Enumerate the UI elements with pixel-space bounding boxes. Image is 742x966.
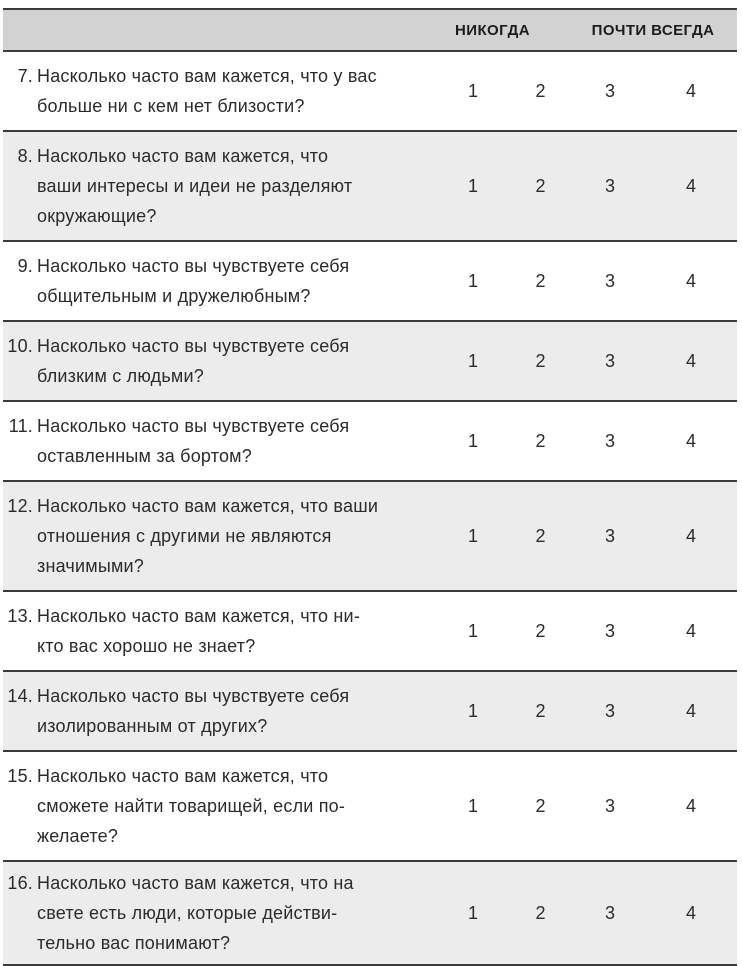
- question-number: 14.: [7, 686, 33, 706]
- rating-option-1[interactable]: 1: [467, 796, 478, 816]
- rating-option-3[interactable]: 3: [604, 621, 615, 641]
- rating-option-3[interactable]: 3: [604, 526, 615, 546]
- rating-option-3[interactable]: 3: [604, 796, 615, 816]
- rating-option-2[interactable]: 2: [535, 621, 546, 641]
- question-text-line: Насколько часто вы чувствуете себя: [37, 686, 350, 706]
- question-row: [3, 132, 737, 242]
- question-text: [37, 411, 432, 471]
- question-text: [37, 601, 432, 661]
- question-number: 9.: [17, 256, 33, 276]
- question-number: 12.: [7, 496, 33, 516]
- question-number: 10.: [7, 336, 33, 356]
- question-text: [37, 491, 432, 581]
- question-number: 7.: [17, 66, 33, 86]
- rating-option-3[interactable]: 3: [604, 903, 615, 923]
- rating-option-2[interactable]: 2: [535, 351, 546, 371]
- question-text-cell: [3, 862, 440, 964]
- question-text-cell: [3, 482, 440, 590]
- question-number: 8.: [17, 146, 33, 166]
- question-text-line: Насколько часто вам кажется, что на: [37, 873, 354, 893]
- column-header-never: [440, 22, 575, 39]
- question-text-line: общительным и дружелюбным?: [37, 286, 311, 306]
- question-text-cell: [3, 322, 440, 400]
- question-text-line: свете есть люди, которые действи-: [37, 903, 338, 923]
- rating-option-1[interactable]: 1: [467, 701, 478, 721]
- rating-option-2[interactable]: 2: [535, 81, 546, 101]
- question-text-line: отношения с другими не являются: [37, 526, 332, 546]
- question-text-cell: [3, 52, 440, 130]
- rating-option-4[interactable]: 4: [685, 903, 696, 923]
- rating-option-2[interactable]: 2: [535, 903, 546, 923]
- rating-option-2[interactable]: 2: [535, 176, 546, 196]
- question-row: [3, 592, 737, 672]
- question-text-line: Насколько часто вам кажется, что у вас: [37, 66, 377, 86]
- rating-option-2[interactable]: 2: [535, 431, 546, 451]
- question-text: [37, 681, 432, 741]
- rating-option-1[interactable]: 1: [467, 526, 478, 546]
- rating-option-3[interactable]: 3: [604, 81, 615, 101]
- rating-option-4[interactable]: 4: [685, 796, 696, 816]
- question-text-line: Насколько часто вам кажется, что ни-: [37, 606, 361, 626]
- rating-option-2[interactable]: 2: [535, 701, 546, 721]
- rating-option-4[interactable]: 4: [685, 351, 696, 371]
- question-text-line: Насколько часто вам кажется, что ваши: [37, 496, 379, 516]
- question-text-cell: [3, 672, 440, 750]
- question-text-line: ваши интересы и идеи не разделяют: [37, 176, 353, 196]
- question-row: [3, 52, 737, 132]
- question-text: [37, 141, 432, 231]
- question-text-cell: [3, 132, 440, 240]
- rating-option-2[interactable]: 2: [535, 796, 546, 816]
- question-text: [37, 868, 432, 958]
- question-text-line: сможете найти товарищей, если по-: [37, 796, 346, 816]
- rating-option-1[interactable]: 1: [467, 351, 478, 371]
- question-text-line: значимыми?: [37, 556, 144, 576]
- question-text-line: Насколько часто вы чувствуете себя: [37, 416, 350, 436]
- question-row: [3, 752, 737, 862]
- rating-option-4[interactable]: 4: [685, 271, 696, 291]
- rating-option-1[interactable]: 1: [467, 271, 478, 291]
- questionnaire-table: [3, 8, 737, 966]
- rating-option-3[interactable]: 3: [604, 351, 615, 371]
- question-number: 11.: [8, 416, 33, 436]
- question-text-line: близким с людьми?: [37, 366, 204, 386]
- question-text: [37, 251, 432, 311]
- question-text-line: Насколько часто вам кажется, что: [37, 146, 329, 166]
- question-text-line: тельно вас понимают?: [37, 933, 231, 953]
- rating-option-3[interactable]: 3: [604, 701, 615, 721]
- question-text-cell: [3, 592, 440, 670]
- rating-option-4[interactable]: 4: [685, 431, 696, 451]
- question-row: [3, 482, 737, 592]
- question-row: [3, 672, 737, 752]
- question-text-line: кто вас хорошо не знает?: [37, 636, 256, 656]
- rating-option-4[interactable]: 4: [685, 176, 696, 196]
- question-text-line: больше ни с кем нет близости?: [37, 96, 305, 116]
- rating-option-1[interactable]: 1: [467, 176, 478, 196]
- rating-option-4[interactable]: 4: [685, 81, 696, 101]
- question-row: [3, 242, 737, 322]
- rating-option-4[interactable]: 4: [685, 621, 696, 641]
- question-text-line: окружающие?: [37, 206, 157, 226]
- rating-option-3[interactable]: 3: [604, 176, 615, 196]
- question-text-line: Насколько часто вам кажется, что: [37, 766, 329, 786]
- rating-option-1[interactable]: 1: [467, 903, 478, 923]
- rating-option-1[interactable]: 1: [467, 431, 478, 451]
- question-number: 15.: [7, 766, 33, 786]
- rating-option-2[interactable]: 2: [535, 526, 546, 546]
- rating-option-3[interactable]: 3: [604, 431, 615, 451]
- column-header-never-label: НИКОГДА: [455, 21, 530, 39]
- question-text: [37, 761, 432, 851]
- column-header-almost-always: [575, 22, 737, 39]
- question-row: [3, 402, 737, 482]
- question-text-line: Насколько часто вы чувствуете себя: [37, 336, 350, 356]
- rating-option-3[interactable]: 3: [604, 271, 615, 291]
- rating-option-4[interactable]: 4: [685, 701, 696, 721]
- question-text-cell: [3, 242, 440, 320]
- question-text-line: Насколько часто вы чувствуете себя: [37, 256, 350, 276]
- question-row: [3, 322, 737, 402]
- rating-option-1[interactable]: 1: [467, 81, 478, 101]
- question-text: [37, 61, 432, 121]
- question-rows-container: [3, 52, 737, 966]
- question-number: 16.: [7, 873, 33, 893]
- rating-option-4[interactable]: 4: [685, 526, 696, 546]
- question-text-cell: [3, 402, 440, 480]
- rating-option-1[interactable]: 1: [467, 621, 478, 641]
- table-header-row: [3, 8, 737, 52]
- question-text: [37, 331, 432, 391]
- column-header-almost-always-label: ПОЧТИ ВСЕГДА: [591, 21, 715, 39]
- rating-option-2[interactable]: 2: [535, 271, 546, 291]
- question-text-cell: [3, 752, 440, 860]
- question-text-line: желаете?: [37, 826, 119, 846]
- question-row: [3, 862, 737, 966]
- question-text-line: оставленным за бортом?: [37, 446, 252, 466]
- question-number: 13.: [7, 606, 33, 626]
- question-text-line: изолированным от других?: [37, 716, 268, 736]
